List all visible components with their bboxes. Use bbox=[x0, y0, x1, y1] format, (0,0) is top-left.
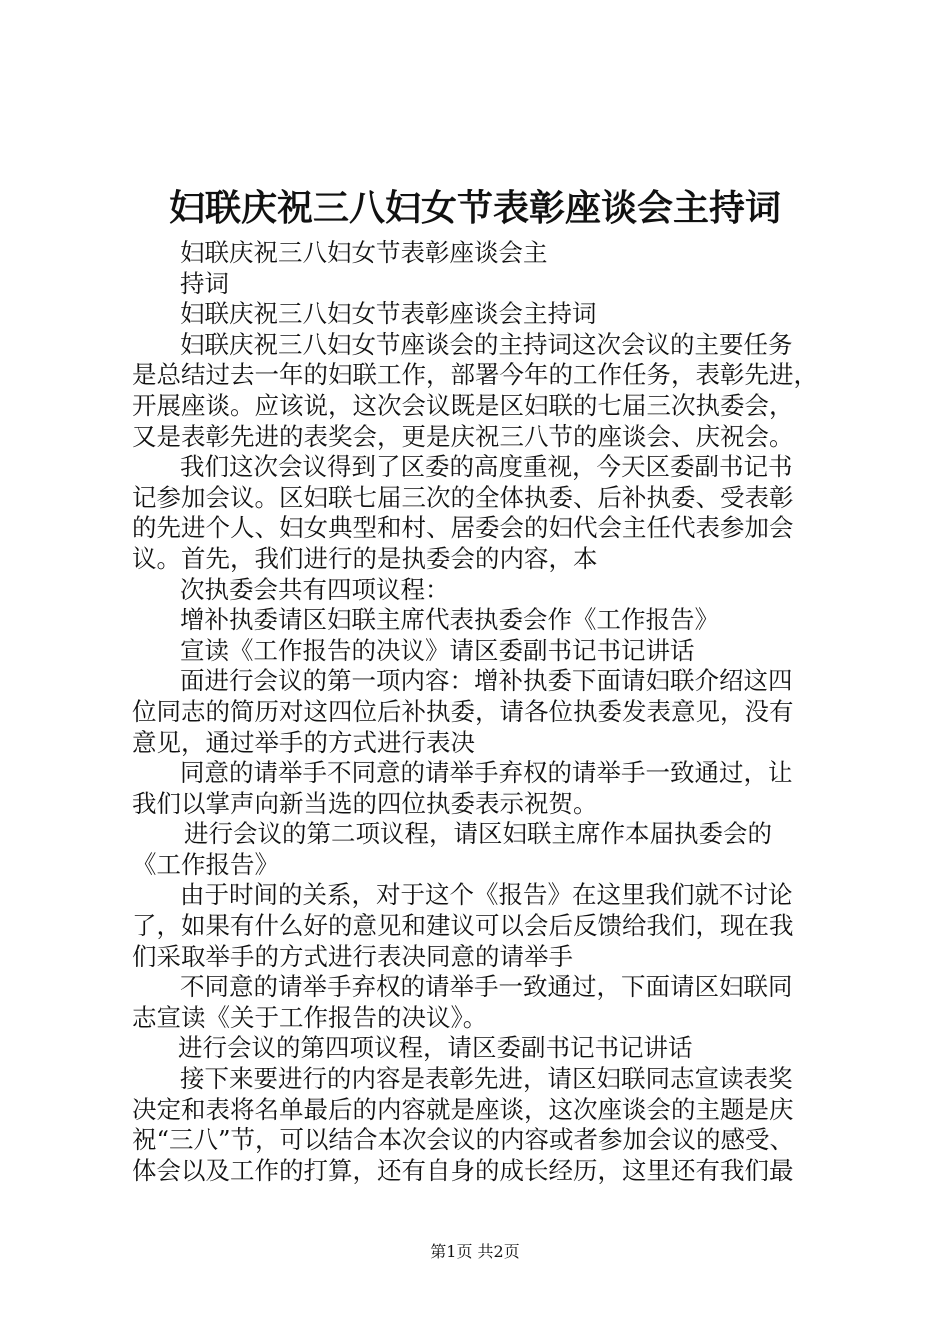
text-line: 开展座谈。应该说，这次会议既是区妇联的七届三次执委会， bbox=[132, 390, 794, 420]
text-line: 志宣读《关于工作报告的决议》。 bbox=[132, 1002, 488, 1032]
text-line: 祝“三八”节，可以结合本次会议的内容或者参加会议的感受、 bbox=[132, 1125, 795, 1155]
text-line: 由于时间的关系，对于这个《报告》在这里我们就不讨论 bbox=[180, 880, 793, 910]
text-line: 妇联庆祝三八妇女节表彰座谈会主持词 bbox=[180, 299, 597, 329]
text-line: 进行会议的第二项议程，请区妇联主席作本届执委会的 bbox=[184, 819, 772, 849]
text-line: 增补执委请区妇联主席代表执委会作《工作报告》 bbox=[180, 605, 719, 635]
text-line: 意见，通过举手的方式进行表决 bbox=[132, 727, 475, 757]
text-line: 记参加会议。区妇联七届三次的全体执委、后补执委、受表彰 bbox=[132, 482, 794, 512]
text-line: 我们以掌声向新当选的四位执委表示祝贺。 bbox=[132, 788, 598, 818]
text-line: 宣读《工作报告的决议》请区委副书记书记讲话 bbox=[180, 635, 695, 665]
text-line: 议。首先，我们进行的是执委会的内容，本 bbox=[132, 543, 598, 573]
text-line: 次执委会共有四项议程： bbox=[180, 574, 450, 604]
text-line: 接下来要进行的内容是表彰先进，请区妇联同志宣读表奖 bbox=[180, 1064, 793, 1094]
text-line: 进行会议的第四项议程，请区委副书记书记讲话 bbox=[178, 1033, 693, 1063]
text-line: 持词 bbox=[180, 268, 229, 298]
text-line: 决定和表将名单最后的内容就是座谈，这次座谈会的主题是庆 bbox=[132, 1094, 794, 1124]
text-line: 又是表彰先进的表奖会，更是庆祝三八节的座谈会、庆祝会。 bbox=[132, 421, 794, 451]
page-number: 第1页 共2页 bbox=[430, 1242, 520, 1261]
text-line: 们采取举手的方式进行表决同意的请举手 bbox=[132, 941, 573, 971]
text-line: 不同意的请举手弃权的请举手一致通过，下面请区妇联同 bbox=[180, 972, 793, 1002]
text-line: 妇联庆祝三八妇女节座谈会的主持词这次会议的主要任务 bbox=[180, 329, 793, 359]
text-line: 体会以及工作的打算，还有自身的成长经历，这里还有我们最 bbox=[132, 1155, 794, 1185]
text-line: 我们这次会议得到了区委的高度重视，今天区委副书记书 bbox=[180, 452, 793, 482]
text-line: 了，如果有什么好的意见和建议可以会后反馈给我们，现在我 bbox=[132, 911, 794, 941]
text-line: 同意的请举手不同意的请举手弃权的请举手一致通过，让 bbox=[180, 758, 793, 788]
document-body bbox=[132, 238, 832, 1186]
text-line: 妇联庆祝三八妇女节表彰座谈会主 bbox=[180, 238, 548, 267]
text-line: 面进行会议的第一项内容：增补执委下面请妇联介绍这四 bbox=[180, 666, 793, 696]
text-line: 《工作报告》 bbox=[132, 849, 279, 879]
text-line: 是总结过去一年的妇联工作，部署今年的工作任务，表彰先进， bbox=[132, 360, 818, 390]
text-line: 位同志的简历对这四位后补执委，请各位执委发表意见，没有 bbox=[132, 696, 794, 726]
document-title: 妇联庆祝三八妇女节表彰座谈会主持词 bbox=[168, 187, 781, 229]
text-line: 的先进个人、妇女典型和村、居委会的妇代会主任代表参加会 bbox=[132, 513, 794, 543]
